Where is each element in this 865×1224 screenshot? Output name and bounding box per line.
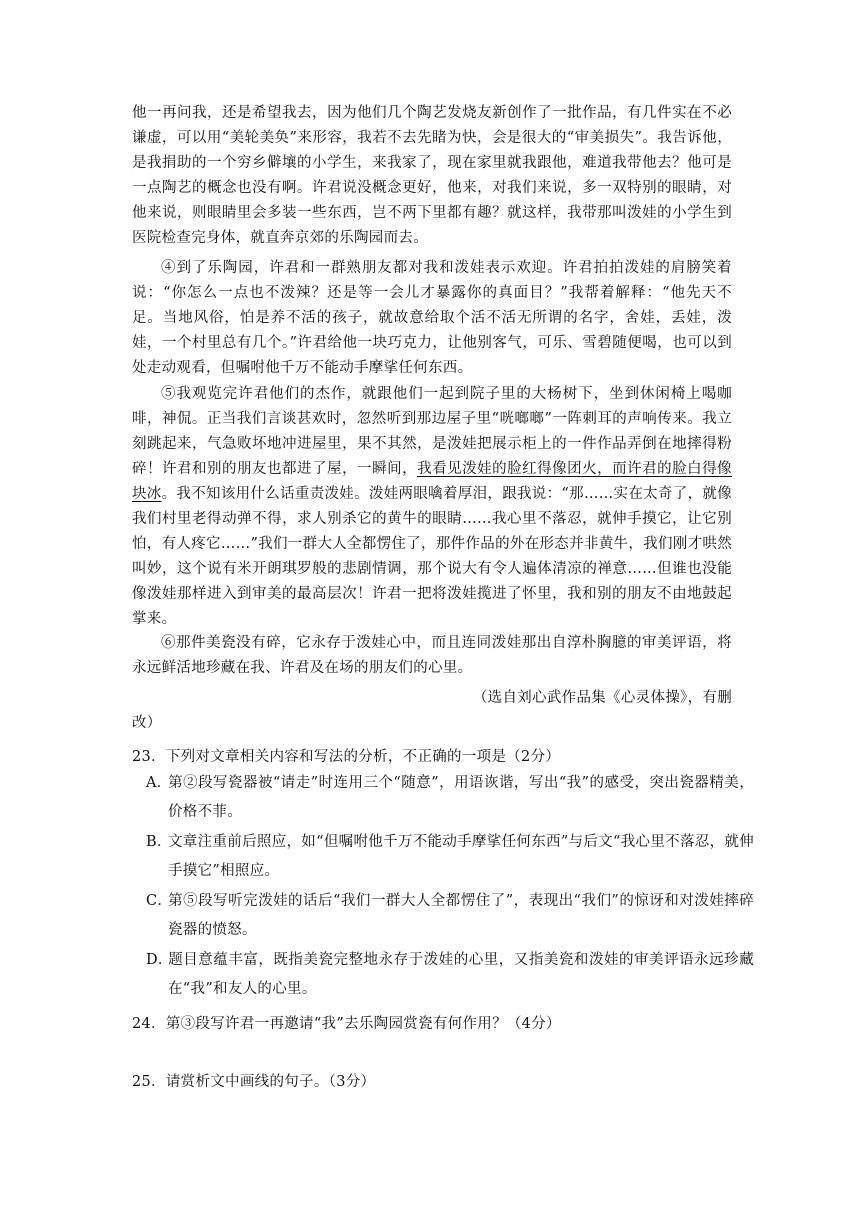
option-c-text: 第⑤段写听完泼娃的话后“我们一群大人全都愣住了”，表现出“我们”的惊讶和对泼娃摔碎瓷器的愤怒。 — [168, 893, 754, 938]
option-b-letter: B． — [146, 834, 172, 850]
option-d-text: 题目意蕴丰富，既指美瓷完整地永存于泼娃的心里，又指美瓷和泼娃的审美评语永远珍藏在“我”和友人的心里。 — [168, 952, 754, 997]
underlined-sentence: 我看见泼娃的脸红得像团火，而许君的脸白得像块冰 — [132, 461, 732, 502]
question-25: 25．请赏析文中画线的句子。（3分） — [132, 1074, 376, 1090]
option-a-text: 第②段写瓷器被“请走”时连用三个“随意”，用语诙谐，写出“我”的感受，突出瓷器精美，价格不菲。 — [168, 775, 754, 820]
source-note — [132, 686, 732, 736]
paragraph-5-text-after: 。我不知该用什么话重责泼娃。泼娃两眼噙着厚泪，跟我说：“那……实在太奇了，就像我们村里老得动弹不得，求人别杀它的黄牛的眼睛……我心里不落忍，就伸手摸它，让它别怕，有人疼它……”我们一群大人全都愣住了，那件作品的外在形态并非黄牛，我们刚才哄然叫妙，这个说有米开朗琪罗般的悲剧情调，那个说大有令人遍体清凉的禅意……但谁也没能像泼娃那样进入到审美的最高层次！许君一把将泼娃揽进了怀里，我和别的朋友不由地鼓起掌来。 — [132, 486, 733, 627]
passage-paragraph-3-continued: 他一再问我，还是希望我去，因为他们几个陶艺发烧友新创作了一批作品，有几件实在不必谦虚，可以用“美轮美奂”来形容，我若不去先睹为快，会是很大的“审美损失”。我告诉他，是我捐助的一个穷乡僻壤的小学生，来我家了，现在家里就我跟他，难道我带他去？他可是一点陶艺的概念也没有啊。许君说没概念更好，他来，对我们来说，多一双特别的眼睛，对他来说，则眼睛里会多装一些东西，岂不两下里都有趣？就这样，我带那叫泼娃的小学生到医院检查完身体，就直奔京郊的乐陶园而去。 — [132, 105, 732, 246]
question-23-option-c — [146, 887, 754, 945]
option-c-letter: C． — [146, 893, 173, 909]
question-23-option-b — [146, 828, 754, 886]
option-d-letter: D． — [146, 952, 173, 968]
question-23-stem: 23．下列对文章相关内容和写法的分析，不正确的一项是（2分） — [132, 749, 561, 765]
paragraph-5-text-before: ⑤我观览完许君他们的杰作，就跟他们一起到院子里的大杨树下，坐到休闲椅上喝咖啡，神侃。正当我们言谈甚欢时，忽然听到那边屋子里“咣啷啷”一阵刺耳的声响传来。我立刻跳起来，气急败坏地冲进屋里，果不其然，是泼娃把展示柜上的一件作品弄倒在地摔得粉碎！许君和别的朋友也都进了屋，一瞬间， — [132, 386, 732, 477]
passage-paragraph-5 — [132, 382, 732, 632]
question-24: 24．第③段写许君一再邀请“我”去乐陶园赏瓷有何作用？（4分） — [132, 1016, 561, 1032]
passage-paragraph-4: ④到了乐陶园，许君和一群熟朋友都对我和泼娃表示欢迎。许君拍拍泼娃的肩膀笑着说：“你怎么一点也不泼辣？还是等一会儿才暴露你的真面目？”我帮着解释：“他先天不足。当地风俗，怕是养不活的孩子，就故意给取个活不活无所谓的名字，舍娃，丢娃，泼娃，一个村里总有几个。”许君给他一块巧克力，让他别客气，可乐、雪碧随便喝，也可以到处走动观看，但嘱咐他千万不能动手摩挲任何东西。 — [132, 260, 732, 376]
question-23-option-d — [146, 946, 754, 1004]
option-b-text: 文章注重前后照应，如“但嘱咐他千万不能动手摩挲任何东西”与后文“我心里不落忍，就伸手摸它”相照应。 — [168, 834, 754, 879]
option-a-letter: A． — [146, 775, 172, 791]
question-23-option-a — [146, 769, 754, 827]
passage-paragraph-6: ⑥那件美瓷没有碎，它永存于泼娃心中，而且连同泼娃那出自淳朴胸臆的审美评语，将永远鲜活地珍藏在我、许君及在场的朋友们的心里。 — [132, 635, 732, 676]
source-note-line-1: （选自刘心武作品集《心灵体操》，有删 — [472, 690, 732, 706]
source-note-line-2: 改） — [132, 715, 162, 731]
